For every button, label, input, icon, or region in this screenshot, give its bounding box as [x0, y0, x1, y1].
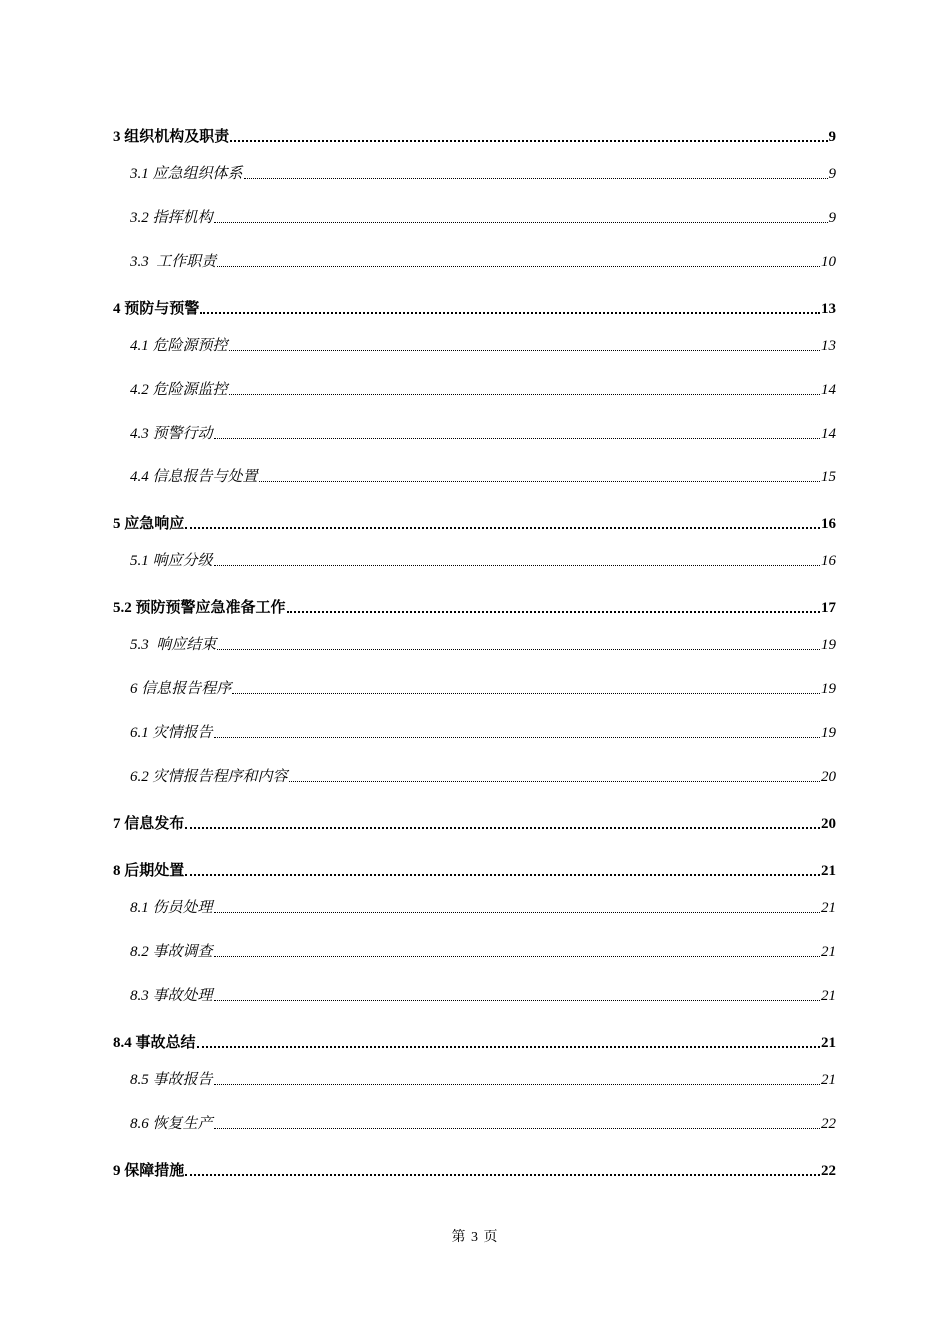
- toc-dot-leader: [214, 1084, 820, 1085]
- toc-entry-page: 9: [828, 129, 836, 145]
- toc-entry-title: 8.4 事故总结: [113, 1035, 196, 1051]
- toc-dot-leader: [214, 565, 820, 566]
- toc-entry-title: 4.4 信息报告与处置: [130, 469, 258, 485]
- toc-entry[interactable]: [130, 253, 836, 271]
- toc-dot-leader: [259, 481, 820, 482]
- toc-entry-title: 5.1 响应分级: [130, 553, 213, 569]
- toc-dot-leader: [185, 874, 820, 876]
- toc-dot-leader: [185, 1174, 820, 1176]
- toc-entry-title: 3.2 指挥机构: [130, 210, 213, 226]
- toc-dot-leader: [214, 438, 820, 439]
- toc-entry-page: 21: [821, 944, 836, 960]
- toc-dot-leader: [197, 1046, 820, 1048]
- toc-entry-title: 3 组织机构及职责: [113, 129, 230, 145]
- toc-entry-page: 21: [821, 988, 836, 1004]
- toc-dot-leader: [214, 912, 820, 913]
- toc-entry-page: 13: [821, 338, 836, 354]
- toc-entry[interactable]: [130, 165, 836, 183]
- toc-dot-leader: [217, 649, 820, 650]
- toc-entry-page: 13: [821, 301, 836, 317]
- toc-entry-title: 3.1 应急组织体系: [130, 166, 243, 182]
- toc-entry-page: 19: [821, 637, 836, 653]
- toc-entry-title: 8.1 伤员处理: [130, 900, 213, 916]
- toc-entry-title: 5 应急响应: [113, 516, 185, 532]
- toc-entry-page: 19: [821, 725, 836, 741]
- toc-entry[interactable]: [130, 209, 836, 227]
- toc-entry-title: 8.3 事故处理: [130, 988, 213, 1004]
- toc-entry-title: 8.2 事故调查: [130, 944, 213, 960]
- toc-entry-title: 8 后期处置: [113, 863, 185, 879]
- toc-dot-leader: [244, 178, 828, 179]
- toc-dot-leader: [214, 737, 820, 738]
- toc-entry[interactable]: [130, 899, 836, 917]
- toc-dot-leader: [229, 350, 820, 351]
- toc-dot-leader: [217, 266, 820, 267]
- toc-dot-leader: [230, 140, 827, 142]
- toc-entry[interactable]: [113, 862, 836, 880]
- toc-entry-title: 4.2 危险源监控: [130, 382, 228, 398]
- toc-entry[interactable]: [130, 552, 836, 570]
- toc-entry[interactable]: [130, 724, 836, 742]
- toc-entry-title: 7 信息发布: [113, 816, 185, 832]
- toc-entry-title: 6 信息报告程序: [130, 681, 232, 697]
- toc-entry[interactable]: [130, 768, 836, 786]
- toc-entry[interactable]: [113, 1162, 836, 1180]
- toc-entry[interactable]: [113, 599, 836, 617]
- toc-entry-page: 21: [821, 863, 836, 879]
- toc-entry-page: 9: [828, 166, 836, 182]
- toc-dot-leader: [214, 1000, 820, 1001]
- toc-entry-title: 8.6 恢复生产: [130, 1116, 213, 1132]
- toc-entry[interactable]: [113, 1034, 836, 1052]
- toc-dot-leader: [185, 827, 820, 829]
- toc-entry-page: 22: [821, 1163, 836, 1179]
- toc-entry-title: 5.3 响应结束: [130, 637, 217, 653]
- toc-dot-leader: [232, 693, 820, 694]
- toc-entry[interactable]: [113, 515, 836, 533]
- toc-entry-page: 19: [821, 681, 836, 697]
- toc-entry-title: 9 保障措施: [113, 1163, 185, 1179]
- toc-entry-page: 14: [821, 382, 836, 398]
- toc-dot-leader: [200, 312, 820, 314]
- toc-dot-leader: [214, 1128, 820, 1129]
- toc-entry-title: 5.2 预防预警应急准备工作: [113, 600, 286, 616]
- toc-entry-title: 4.3 预警行动: [130, 426, 213, 442]
- toc-entry-page: 14: [821, 426, 836, 442]
- toc-entry[interactable]: [130, 1071, 836, 1089]
- toc-entry[interactable]: [130, 987, 836, 1005]
- toc-entry-page: 10: [821, 254, 836, 270]
- toc-entry[interactable]: [130, 337, 836, 355]
- toc-entry[interactable]: [130, 425, 836, 443]
- toc-entry-page: 17: [821, 600, 836, 616]
- toc-entry-page: 16: [821, 553, 836, 569]
- toc-entry-title: 6.1 灾情报告: [130, 725, 213, 741]
- toc-entry-page: 20: [821, 816, 836, 832]
- toc-entry[interactable]: [130, 680, 836, 698]
- toc-entry[interactable]: [113, 128, 836, 146]
- toc-entry-title: 4 预防与预警: [113, 301, 200, 317]
- toc-entry-page: 22: [821, 1116, 836, 1132]
- toc-entry[interactable]: [130, 1115, 836, 1133]
- toc-entry[interactable]: [113, 300, 836, 318]
- toc-entry[interactable]: [113, 815, 836, 833]
- toc-entry-page: 9: [828, 210, 836, 226]
- toc-entry-page: 20: [821, 769, 836, 785]
- toc-entry[interactable]: [130, 381, 836, 399]
- toc-dot-leader: [287, 611, 820, 613]
- toc-dot-leader: [289, 781, 820, 782]
- toc-entry[interactable]: [130, 636, 836, 654]
- toc-dot-leader: [185, 527, 820, 529]
- toc-entry-page: 21: [821, 900, 836, 916]
- toc-entry-page: 21: [821, 1072, 836, 1088]
- toc-dot-leader: [214, 956, 820, 957]
- toc-entry-page: 16: [821, 516, 836, 532]
- toc-dot-leader: [214, 222, 828, 223]
- toc-entry-title: 4.1 危险源预控: [130, 338, 228, 354]
- toc-dot-leader: [229, 394, 820, 395]
- toc-entry-page: 15: [821, 469, 836, 485]
- toc-entry-title: 8.5 事故报告: [130, 1072, 213, 1088]
- toc-entry-page: 21: [821, 1035, 836, 1051]
- toc-entry-title: 6.2 灾情报告程序和内容: [130, 769, 288, 785]
- page-number-footer: 第 3 页: [451, 1230, 499, 1245]
- toc-entry-title: 3.3 工作职责: [130, 254, 217, 270]
- toc-entry[interactable]: [130, 943, 836, 961]
- toc-entry[interactable]: [130, 468, 836, 486]
